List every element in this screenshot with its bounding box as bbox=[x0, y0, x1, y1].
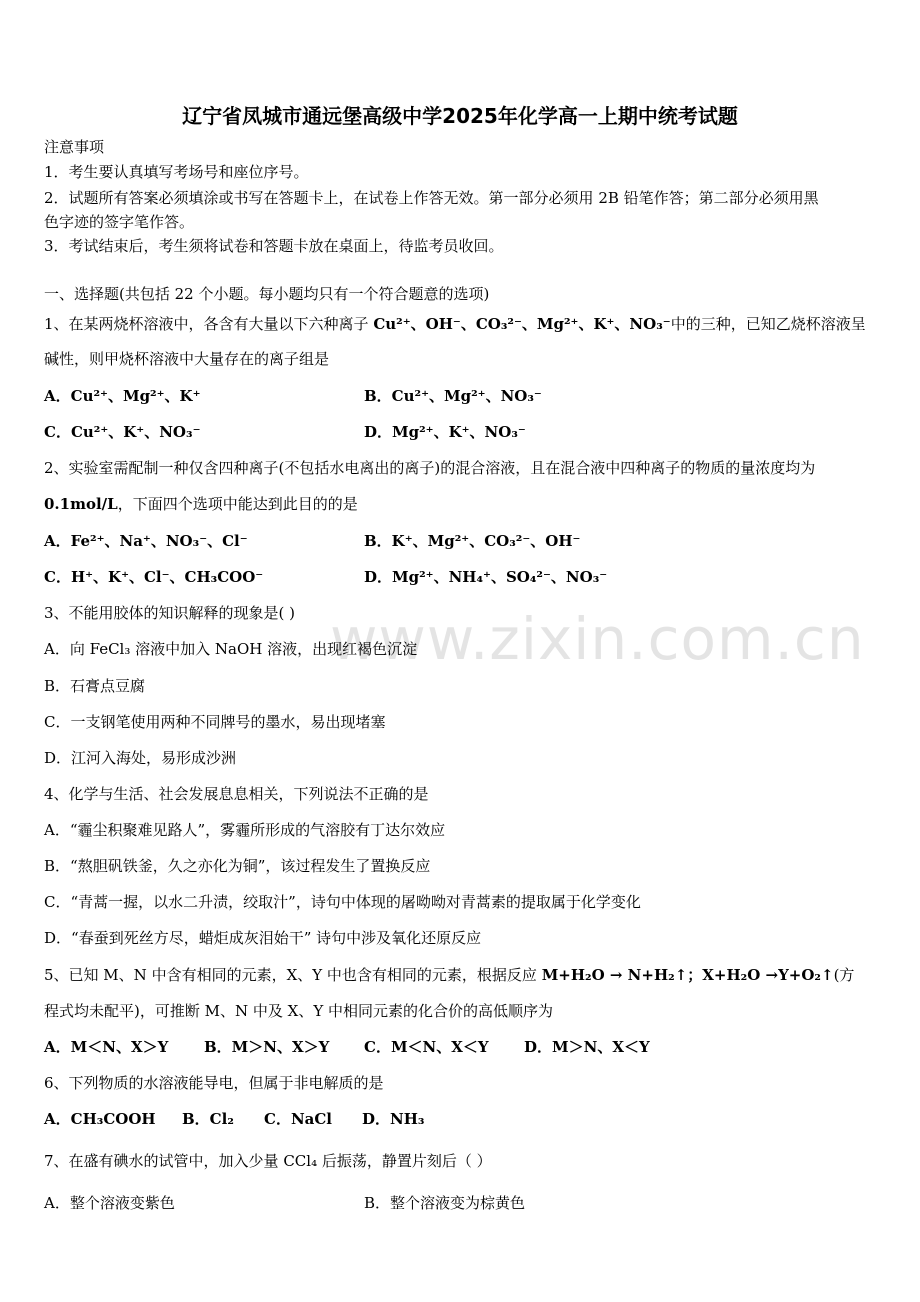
notice-item: 3．考试结束后，考生须将试卷和答题卡放在桌面上，待监考员收回。 bbox=[44, 237, 504, 255]
q6-options bbox=[44, 1109, 424, 1129]
section-heading: 一、选择题(共包括 22 个小题。每小题均只有一个符合题意的选项) bbox=[44, 285, 490, 303]
question-5-stem bbox=[44, 965, 854, 985]
q1-text-b: 中的三种，已知乙烧杯溶液呈 bbox=[670, 315, 866, 333]
q4-option-c[interactable]: C．“青蒿一握，以水二升渍，绞取汁”，诗句中体现的屠呦呦对青蒿素的提取属于化学变化 bbox=[44, 893, 641, 911]
question-6-stem: 6、下列物质的水溶液能导电，但属于非电解质的是 bbox=[44, 1074, 384, 1092]
q1-option-d[interactable]: D．Mg²⁺、K⁺、NO₃⁻ bbox=[364, 423, 526, 441]
notice-item: 1．考生要认真填写考场号和座位序号。 bbox=[44, 163, 309, 181]
q5-option-a[interactable]: A．M＜N、X＞Y bbox=[44, 1038, 169, 1056]
page-title: 辽宁省凤城市通远堡高级中学2025年化学高一上期中统考试题 bbox=[182, 104, 738, 128]
q3-option-b[interactable]: B．石膏点豆腐 bbox=[44, 677, 146, 695]
question-1-stem-cont: 碱性，则甲烧杯溶液中大量存在的离子组是 bbox=[44, 350, 330, 368]
q1-ions: Cu²⁺、OH⁻、CO₃²⁻、Mg²⁺、K⁺、NO₃⁻ bbox=[373, 315, 671, 333]
q2-text: ，下面四个选项中能达到此目的的是 bbox=[117, 495, 358, 513]
q3-option-a[interactable]: A．向 FeCl₃ 溶液中加入 NaOH 溶液，出现红褐色沉淀 bbox=[44, 640, 418, 658]
question-5-stem-cont: 程式均未配平)，可推断 M、N 中及 X、Y 中相同元素的化合价的高低顺序为 bbox=[44, 1002, 553, 1020]
question-1-stem bbox=[44, 314, 866, 334]
notice-item: 2．试题所有答案必须填涂或书写在答题卡上，在试卷上作答无效。第一部分必须用 2B 铅笔作答；第二部分必须用黑 bbox=[44, 189, 819, 207]
q5-text-b: (方 bbox=[833, 966, 855, 984]
question-4-stem: 4、化学与生活、社会发展息息相关，下列说法不正确的是 bbox=[44, 785, 429, 803]
q2-option-a[interactable]: A．Fe²⁺、Na⁺、NO₃⁻、Cl⁻ bbox=[44, 532, 248, 550]
q3-option-d[interactable]: D．江河入海处，易形成沙洲 bbox=[44, 749, 237, 767]
q6-option-d[interactable]: D．NH₃ bbox=[362, 1110, 425, 1128]
q5-option-b[interactable]: B．M＞N、X＞Y bbox=[204, 1038, 330, 1056]
q2-concentration: 0.1mol/L bbox=[44, 495, 118, 513]
q1-text-a: 1、在某两烧杯溶液中，各含有大量以下六种离子 bbox=[44, 315, 374, 333]
q7-option-a[interactable]: A．整个溶液变紫色 bbox=[44, 1194, 175, 1212]
q1-option-b[interactable]: B．Cu²⁺、Mg²⁺、NO₃⁻ bbox=[364, 387, 542, 405]
q2-option-c[interactable]: C．H⁺、K⁺、Cl⁻、CH₃COO⁻ bbox=[44, 568, 264, 586]
q7-option-b[interactable]: B．整个溶液变为棕黄色 bbox=[364, 1194, 526, 1212]
question-3-stem: 3、不能用胶体的知识解释的现象是( ) bbox=[44, 604, 296, 622]
q2-option-b[interactable]: B．K⁺、Mg²⁺、CO₃²⁻、OH⁻ bbox=[364, 532, 581, 550]
q5-option-c[interactable]: C．M＜N、X＜Y bbox=[364, 1038, 489, 1056]
question-7-stem: 7、在盛有碘水的试管中，加入少量 CCl₄ 后振荡，静置片刻后（ ） bbox=[44, 1152, 492, 1170]
question-2-stem: 2、实验室需配制一种仅含四种离子(不包括水电离出的离子)的混合溶液，且在混合液中四种离子的物质的量浓度均为 bbox=[44, 459, 816, 477]
q4-option-a[interactable]: A．“霾尘积聚难见路人”，雾霾所形成的气溶胶有丁达尔效应 bbox=[44, 821, 446, 839]
q6-option-b[interactable]: B．Cl₂ bbox=[182, 1110, 234, 1128]
q2-option-d[interactable]: D．Mg²⁺、NH₄⁺、SO₄²⁻、NO₃⁻ bbox=[364, 568, 608, 586]
q6-option-c[interactable]: C．NaCl bbox=[264, 1110, 333, 1128]
q5-options bbox=[44, 1037, 650, 1057]
notice-heading: 注意事项 bbox=[44, 138, 105, 156]
q6-option-a[interactable]: A．CH₃COOH bbox=[44, 1110, 156, 1128]
q5-text-a: 5、已知 M、N 中含有相同的元素，X、Y 中也含有相同的元素，根据反应 bbox=[44, 966, 542, 984]
q3-option-c[interactable]: C．一支钢笔使用两种不同牌号的墨水，易出现堵塞 bbox=[44, 713, 386, 731]
q4-option-d[interactable]: D．“春蚕到死丝方尽，蜡炬成灰泪始干” 诗句中涉及氧化还原反应 bbox=[44, 929, 482, 947]
q1-option-a[interactable]: A．Cu²⁺、Mg²⁺、K⁺ bbox=[44, 387, 201, 405]
q1-option-c[interactable]: C．Cu²⁺、K⁺、NO₃⁻ bbox=[44, 423, 201, 441]
q5-option-d[interactable]: D．M＞N、X＜Y bbox=[524, 1038, 650, 1056]
watermark: www.zixin.com.cn bbox=[330, 605, 865, 673]
q5-reaction: M+H₂O → N+H₂↑；X+H₂O →Y+O₂↑ bbox=[541, 966, 834, 984]
question-2-stem-cont bbox=[44, 494, 358, 514]
q4-option-b[interactable]: B．“熬胆矾铁釜，久之亦化为铜”，该过程发生了置换反应 bbox=[44, 857, 431, 875]
notice-item: 色字迹的签字笔作答。 bbox=[44, 213, 195, 231]
